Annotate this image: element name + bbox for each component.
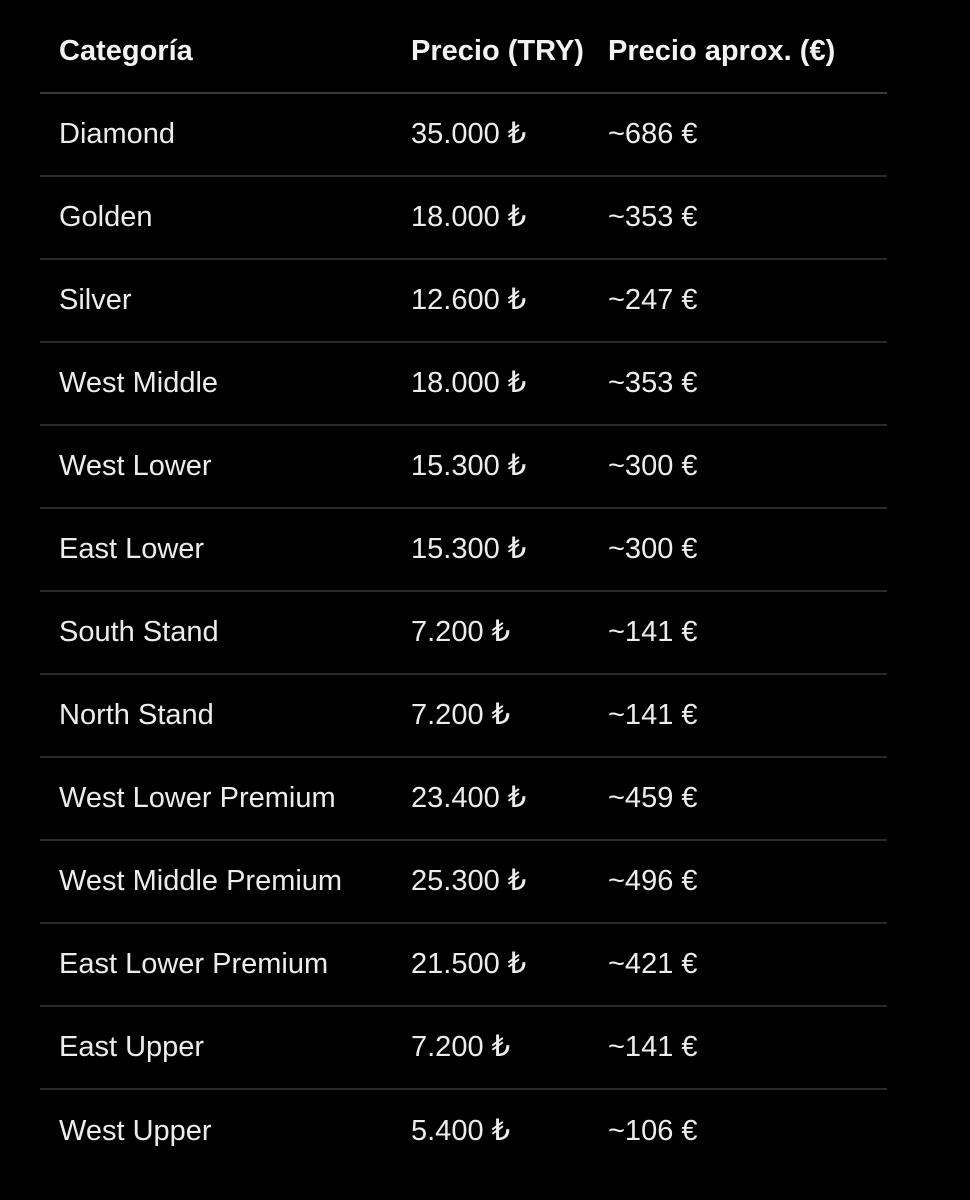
price-try-cell: 35.000 ₺ [411, 118, 527, 150]
price-try-cell: 25.300 ₺ [411, 865, 527, 897]
header-price-try: Precio (TRY) [411, 34, 584, 67]
table-row [40, 924, 887, 1007]
price-eur-cell: ~141 € [608, 1031, 698, 1063]
price-eur-cell: ~106 € [608, 1115, 698, 1147]
price-try-cell: 18.000 ₺ [411, 367, 527, 399]
category-cell: East Upper [59, 1031, 205, 1063]
category-cell: West Lower Premium [59, 782, 336, 814]
table-row [40, 1090, 887, 1173]
header-category: Categoría [59, 34, 193, 67]
table-row [40, 758, 887, 841]
price-try-cell: 15.300 ₺ [411, 450, 527, 482]
price-eur-cell: ~353 € [608, 201, 698, 233]
table-row [40, 94, 887, 177]
category-cell: West Middle Premium [59, 865, 343, 897]
header-price-eur: Precio aprox. (€) [608, 34, 836, 67]
price-eur-cell: ~300 € [608, 533, 698, 565]
table-row [40, 343, 887, 426]
category-cell: East Lower Premium [59, 948, 329, 980]
price-try-cell: 5.400 ₺ [411, 1115, 511, 1147]
price-table [40, 10, 887, 1173]
price-eur-cell: ~421 € [608, 948, 698, 980]
price-eur-cell: ~496 € [608, 865, 698, 897]
category-cell: Golden [59, 201, 153, 233]
price-try-cell: 7.200 ₺ [411, 1031, 511, 1063]
price-try-cell: 15.300 ₺ [411, 533, 527, 565]
price-eur-cell: ~141 € [608, 616, 698, 648]
table-row [40, 1007, 887, 1090]
table-row [40, 592, 887, 675]
category-cell: Silver [59, 284, 132, 316]
price-try-cell: 23.400 ₺ [411, 782, 527, 814]
table-row [40, 509, 887, 592]
price-try-cell: 21.500 ₺ [411, 948, 527, 980]
price-eur-cell: ~353 € [608, 367, 698, 399]
category-cell: West Lower [59, 450, 212, 482]
price-eur-cell: ~459 € [608, 782, 698, 814]
table-row [40, 260, 887, 343]
category-cell: East Lower [59, 533, 205, 565]
table-row [40, 675, 887, 758]
price-eur-cell: ~141 € [608, 699, 698, 731]
table-row [40, 426, 887, 509]
table-header-row [40, 10, 887, 94]
price-eur-cell: ~300 € [608, 450, 698, 482]
category-cell: North Stand [59, 699, 214, 731]
price-try-cell: 7.200 ₺ [411, 699, 511, 731]
price-eur-cell: ~247 € [608, 284, 698, 316]
category-cell: Diamond [59, 118, 176, 150]
category-cell: West Middle [59, 367, 219, 399]
table-row [40, 177, 887, 260]
table-row [40, 841, 887, 924]
price-eur-cell: ~686 € [608, 118, 698, 150]
price-try-cell: 12.600 ₺ [411, 284, 527, 316]
category-cell: West Upper [59, 1115, 212, 1147]
category-cell: South Stand [59, 616, 219, 648]
price-try-cell: 7.200 ₺ [411, 616, 511, 648]
price-try-cell: 18.000 ₺ [411, 201, 527, 233]
